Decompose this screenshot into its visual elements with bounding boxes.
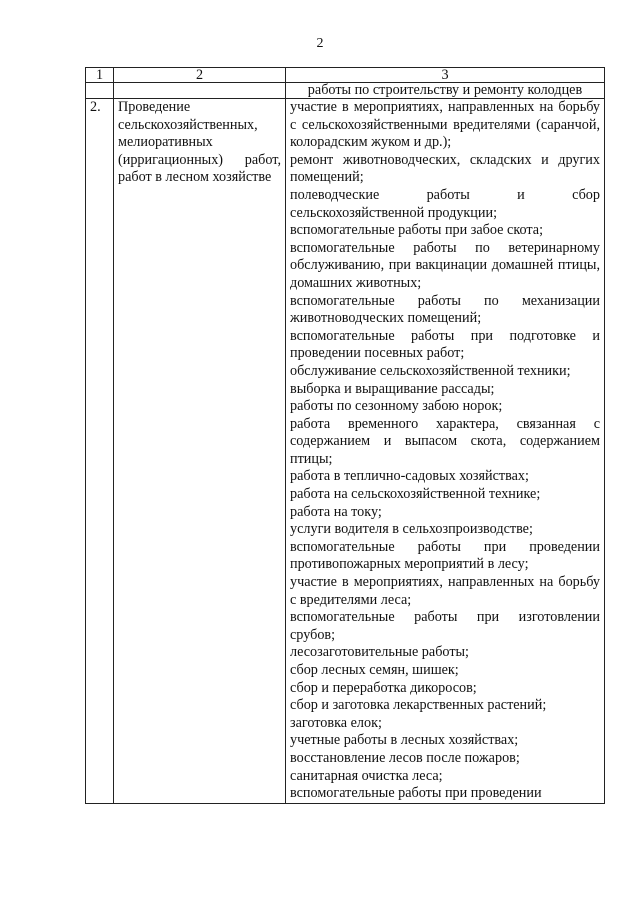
- work-items-list: [286, 99, 605, 804]
- table-row-continued: [86, 83, 605, 99]
- list-item: работа временного характера, связанная с содержанием и выпасом скота, содержанием птицы;: [290, 415, 600, 467]
- list-item: сбор лесных семян, шишек;: [290, 662, 459, 678]
- continued-number-cell: [86, 83, 114, 99]
- list-item: вспомогательные работы при забое скота;: [290, 222, 544, 239]
- column-header-1: 1: [86, 68, 114, 83]
- list-item: вспомогательные работы при проведении противопожарных мероприятий в лесу;: [290, 538, 600, 573]
- works-table: [85, 67, 605, 804]
- list-item: восстановление лесов после пожаров;: [290, 749, 520, 766]
- row-number: 2.: [86, 99, 114, 804]
- list-item: услуги водителя в сельхозпроизводстве;: [290, 521, 533, 538]
- list-item: сбор и переработка дикоросов;: [290, 679, 477, 696]
- list-item: санитарная очистка леса;: [290, 767, 443, 784]
- list-item: работа на току;: [290, 503, 382, 520]
- list-item: учетные работы в лесных хозяйствах;: [290, 732, 519, 749]
- list-item: заготовка елок;: [290, 714, 382, 731]
- list-item: сбор и заготовка лекарственных растений;: [290, 697, 547, 714]
- column-header-2: 2: [114, 68, 286, 83]
- list-item: выборка и выращивание рассады;: [290, 380, 495, 397]
- table-header-row: [86, 68, 605, 83]
- continued-name-cell: [114, 83, 286, 99]
- continued-work-cell: работы по строительству и ремонту колодцев: [286, 83, 605, 99]
- list-item: вспомогательные работы при изготовлении срубов;: [290, 609, 600, 643]
- column-header-3: 3: [286, 68, 605, 83]
- list-item: вспомогательные работы при подготовке и проведении посевных работ;: [290, 327, 600, 362]
- list-item: работа в теплично-садовых хозяйствах;: [290, 468, 529, 485]
- table-row: [86, 99, 605, 804]
- list-item: вспомогательные работы по ветеринарному обслуживанию, при вакцинации домашней птицы, домашних животных;: [290, 239, 600, 291]
- work-category-name: Проведение сельскохозяйственных, мелиоративных (ирригационных) работ, работ в лесном хозяйстве: [114, 99, 286, 804]
- list-item: полеводческие работы и сбор сельскохозяйственной продукции;: [290, 186, 600, 221]
- list-item: работа на сельскохозяйственной технике;: [290, 486, 541, 503]
- list-item: обслуживание сельскохозяйственной техники;: [290, 362, 571, 379]
- list-item: ремонт животноводческих, складских и других помещений;: [290, 151, 600, 186]
- list-item: участие в мероприятиях, направленных на борьбу с вредителями леса;: [290, 574, 600, 608]
- page-number: 2: [316, 36, 324, 51]
- list-item: вспомогательные работы по механизации животноводческих помещений;: [290, 292, 600, 327]
- list-item: вспомогательные работы при проведении: [290, 785, 542, 802]
- list-item: участие в мероприятиях, направленных на борьбу с сельскохозяйственными вредителями (саранчой, колорадским жуком и др.);: [290, 99, 600, 151]
- list-item: лесозаготовительные работы;: [290, 644, 469, 661]
- list-item: работы по сезонному забою норок;: [290, 398, 503, 415]
